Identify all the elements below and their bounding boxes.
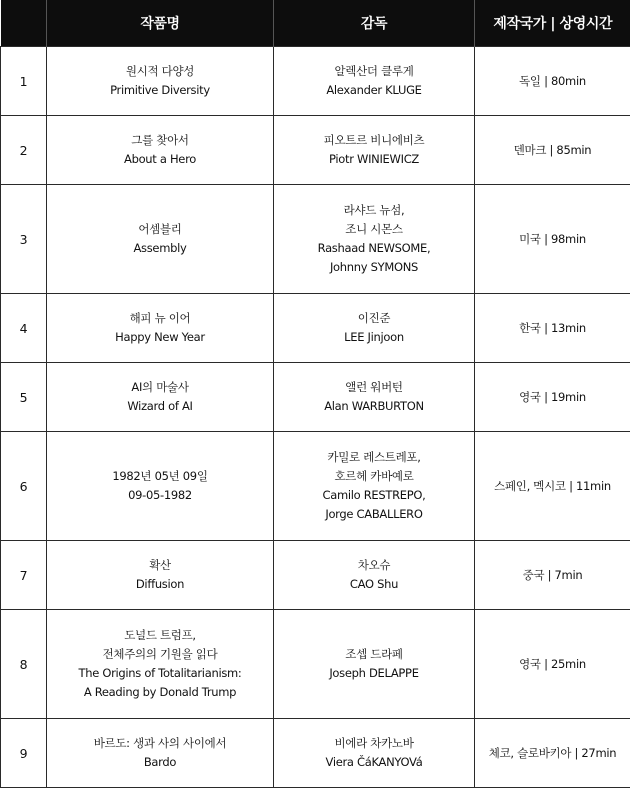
row-number: 9 — [1, 719, 47, 788]
director-cell — [274, 294, 475, 363]
film-title-cell — [47, 541, 274, 610]
film-title-cell — [47, 432, 274, 541]
table-row — [1, 47, 630, 116]
header-number — [1, 0, 47, 47]
film-title-line: 09-05-1982 — [128, 488, 192, 502]
film-title-line: A Reading by Donald Trump — [83, 685, 237, 699]
director-name-line: 이진준 — [357, 311, 391, 325]
film-title-line: 전체주의의 기원을 읽다 — [102, 647, 218, 661]
director-name-line: 알렉산더 클루게 — [334, 64, 414, 78]
country-runtime-cell: 영국 | 25min — [475, 610, 630, 719]
film-title-line: Primitive Diversity — [110, 83, 210, 97]
row-number: 4 — [1, 294, 47, 363]
row-number: 7 — [1, 541, 47, 610]
director-cell — [274, 541, 475, 610]
director-name-line: 피오트르 비니에비츠 — [323, 133, 425, 147]
row-number: 3 — [1, 185, 47, 294]
director-name-line: Rashaad NEWSOME, — [317, 241, 431, 255]
director-cell — [274, 363, 475, 432]
film-title-line: About a Hero — [124, 152, 196, 166]
director-name-line: 비에라 차카노바 — [334, 736, 414, 750]
header-director: 감독 — [274, 0, 475, 47]
director-name-line: Alexander KLUGE — [326, 83, 422, 97]
country-runtime-cell: 중국 | 7min — [475, 541, 630, 610]
header-country-runtime: 제작국가 | 상영시간 — [475, 0, 630, 47]
table-row — [1, 541, 630, 610]
row-number: 2 — [1, 116, 47, 185]
film-title-line: Bardo — [143, 755, 177, 769]
director-cell — [274, 47, 475, 116]
director-name-line: 라샤드 뉴섬, — [343, 203, 405, 217]
director-name-line: Camilo RESTREPO, — [322, 488, 426, 502]
table-row — [1, 363, 630, 432]
country-runtime-cell: 독일 | 80min — [475, 47, 630, 116]
film-title-line: 그를 찾아서 — [131, 133, 189, 147]
film-title-line: 해피 뉴 이어 — [129, 311, 191, 325]
table-row — [1, 185, 630, 294]
director-name-line: Joseph DELAPPE — [329, 666, 419, 680]
director-name-line: 차오슈 — [357, 558, 391, 572]
header-title: 작품명 — [47, 0, 274, 47]
table-body — [1, 47, 630, 788]
country-runtime-cell: 체코, 슬로바키아 | 27min — [475, 719, 630, 788]
film-title-line: 바르도: 생과 사의 사이에서 — [93, 736, 227, 750]
film-title-line: Wizard of AI — [127, 399, 193, 413]
header-row — [1, 0, 630, 47]
director-cell — [274, 185, 475, 294]
country-runtime-cell: 한국 | 13min — [475, 294, 630, 363]
table-row — [1, 719, 630, 788]
table-row — [1, 610, 630, 719]
director-name-line: CAO Shu — [349, 577, 399, 591]
film-title-line: 확산 — [149, 558, 171, 572]
director-cell — [274, 719, 475, 788]
film-title-cell — [47, 294, 274, 363]
country-runtime-cell: 덴마크 | 85min — [475, 116, 630, 185]
film-title-cell — [47, 47, 274, 116]
film-title-line: 원시적 다양성 — [125, 64, 195, 78]
film-title-line: 도널드 트럼프, — [124, 628, 196, 642]
film-title-line: 1982년 05년 09일 — [112, 469, 208, 483]
director-name-line: 앨런 워버턴 — [345, 380, 403, 394]
row-number: 6 — [1, 432, 47, 541]
director-cell — [274, 116, 475, 185]
director-name-line: 조셉 드라페 — [345, 647, 403, 661]
director-name-line: Jorge CABALLERO — [325, 507, 423, 521]
film-title-line: 어셈블리 — [138, 222, 182, 236]
film-title-line: Diffusion — [135, 577, 185, 591]
row-number: 1 — [1, 47, 47, 116]
director-name-line: 조니 시몬스 — [345, 222, 403, 236]
film-title-line: The Origins of Totalitarianism: — [78, 666, 242, 680]
film-title-cell — [47, 185, 274, 294]
country-runtime-cell: 미국 | 98min — [475, 185, 630, 294]
film-title-line: Happy New Year — [115, 330, 205, 344]
table-row — [1, 294, 630, 363]
director-name-line: Alan WARBURTON — [324, 399, 424, 413]
film-title-cell — [47, 610, 274, 719]
table-row — [1, 432, 630, 541]
country-runtime-cell: 스페인, 멕시코 | 11min — [475, 432, 630, 541]
film-title-cell — [47, 116, 274, 185]
director-name-line: LEE Jinjoon — [344, 330, 404, 344]
director-cell — [274, 432, 475, 541]
film-title-line: AI의 마술사 — [131, 380, 189, 394]
film-title-cell — [47, 719, 274, 788]
film-title-cell — [47, 363, 274, 432]
director-name-line: Johnny SYMONS — [329, 260, 419, 274]
row-number: 5 — [1, 363, 47, 432]
director-name-line: 카밀로 레스트레포, — [327, 450, 421, 464]
director-name-line: Viera ČáKANYOVá — [325, 755, 423, 769]
film-title-line: Assembly — [133, 241, 187, 255]
country-runtime-cell: 영국 | 19min — [475, 363, 630, 432]
director-name-line: Piotr WINIEWICZ — [329, 152, 419, 166]
director-name-line: 호르헤 카바예로 — [334, 469, 414, 483]
table-row — [1, 116, 630, 185]
row-number: 8 — [1, 610, 47, 719]
director-cell — [274, 610, 475, 719]
